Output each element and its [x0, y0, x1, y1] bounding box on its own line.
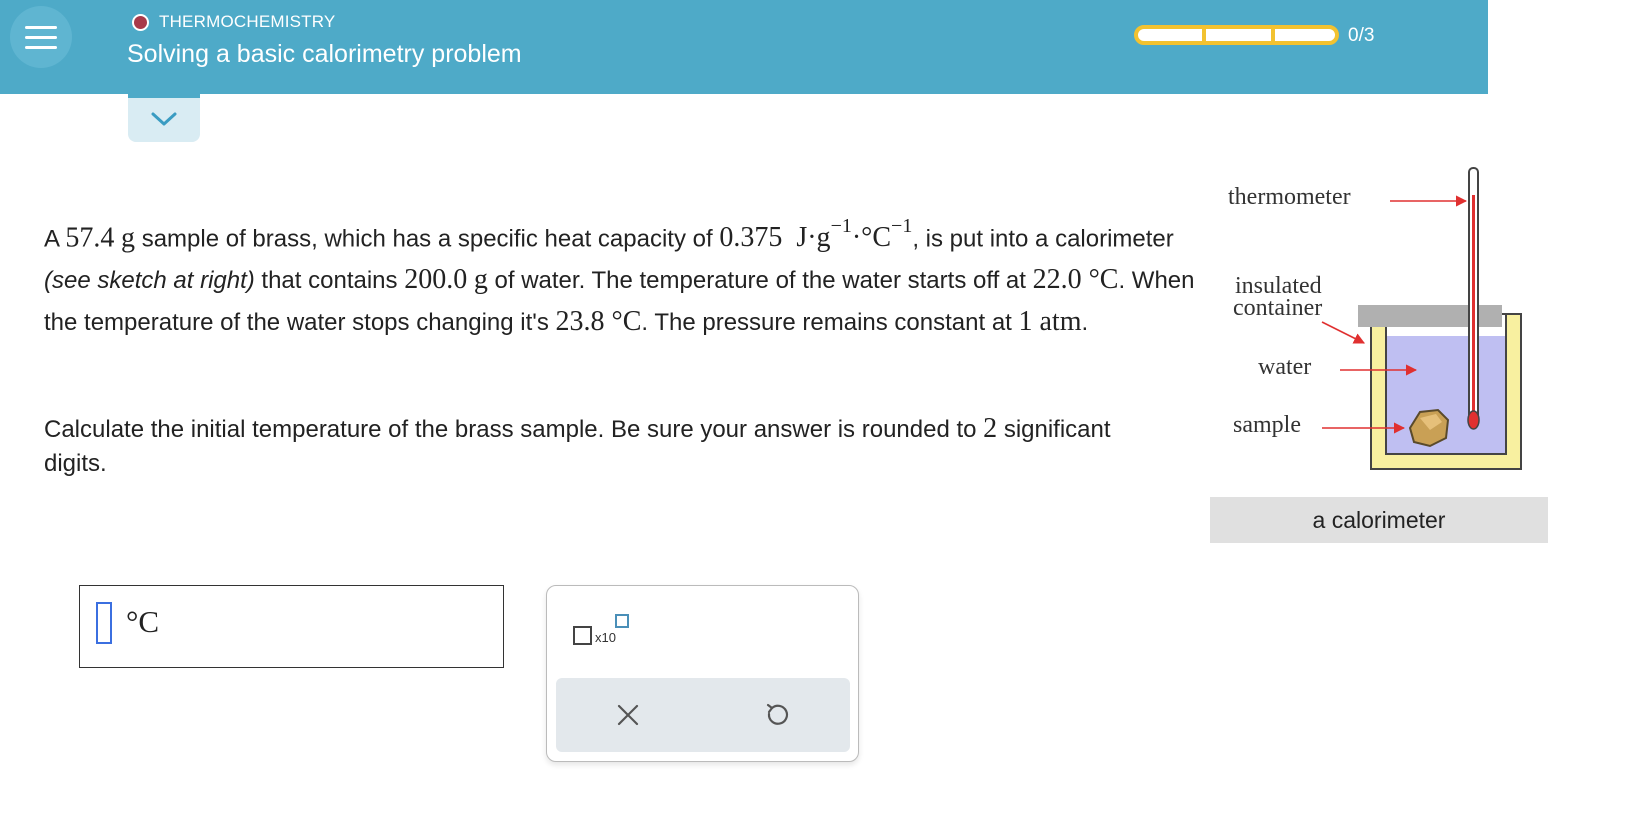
topic-row — [132, 12, 335, 32]
container-arrow — [1322, 322, 1364, 343]
container-outer — [1371, 314, 1521, 469]
clear-button[interactable] — [616, 703, 640, 732]
brass-sample-icon — [1410, 410, 1448, 446]
question-text: Calculate the initial temperature of the brass sample. Be sure your answer is rounded to — [44, 416, 984, 443]
thermometer-tube — [1469, 168, 1478, 420]
container-lid — [1358, 305, 1502, 327]
undo-icon — [763, 701, 791, 729]
figure-caption-bar — [1210, 497, 1548, 543]
x-icon — [616, 703, 640, 727]
final-water-temp: 23.8 °C — [555, 306, 642, 338]
progress-divider — [1202, 29, 1206, 41]
progress-divider — [1271, 29, 1275, 41]
thermometer-label: thermometer — [1228, 184, 1351, 210]
question-prompt — [44, 412, 1164, 481]
unit-g: g — [121, 222, 136, 254]
problem-text: that contains — [254, 267, 405, 295]
sig-digits: 2 — [983, 413, 998, 444]
sketch-note: (see sketch at right) — [44, 267, 255, 295]
problem-text: . The pressure remains constant at — [641, 309, 1019, 337]
topic-label: THERMOCHEMISTRY — [159, 12, 336, 31]
problem-text: sample of brass, which has a specific heat capacity of — [135, 225, 720, 253]
initial-water-temp: 22.0 °C — [1032, 264, 1119, 296]
problem-text: . — [1081, 309, 1089, 337]
brass-mass: 57.4 — [65, 222, 115, 254]
undo-button[interactable] — [763, 701, 791, 734]
problem-text: . When the temperature of the water stops changing it's — [44, 267, 1195, 337]
page-title: Solving a basic calorimetry problem — [127, 40, 522, 68]
container-label-line1: insulated — [1235, 273, 1322, 299]
figure-caption: a calorimeter — [1312, 507, 1446, 533]
scientific-notation-button[interactable] — [571, 610, 641, 655]
header-bar — [0, 0, 1488, 94]
menu-icon[interactable] — [10, 6, 72, 68]
base-box-icon — [573, 626, 592, 645]
container-label-line2: container — [1233, 295, 1323, 321]
thermometer-bulb — [1468, 411, 1479, 429]
brass-sample-highlight — [1420, 414, 1442, 430]
collapse-header-button[interactable] — [128, 94, 200, 142]
problem-text: , is put into a calorimeter — [912, 225, 1174, 253]
water-label: water — [1258, 354, 1312, 380]
progress-count: 0/3 — [1348, 25, 1375, 46]
x10-label: x10 — [595, 630, 616, 645]
thermometer-mercury — [1472, 195, 1475, 420]
answer-box — [79, 585, 504, 668]
question-text: significant digits. — [44, 416, 1111, 477]
problem-statement — [44, 210, 1204, 343]
chevron-down-icon — [150, 110, 178, 128]
problem-text: A — [44, 225, 66, 253]
exponent-box-icon — [615, 614, 629, 628]
tool-action-bar — [556, 678, 850, 752]
heat-capacity-value: 0.375 $J\cdot g^{-1}\cdot^\circ C^{-1}$ — [719, 215, 913, 254]
pressure-value: 1 atm — [1018, 306, 1082, 338]
answer-unit: °C — [126, 604, 160, 639]
water-fill — [1387, 336, 1505, 453]
problem-text: of water. The temperature of the water starts off at — [487, 267, 1033, 295]
container-inner — [1386, 314, 1506, 454]
topic-status-dot — [132, 14, 149, 31]
unit-g: g — [473, 264, 488, 296]
water-mass: 200.0 — [404, 264, 468, 296]
progress-bar — [1134, 25, 1339, 45]
math-tool-panel — [546, 585, 859, 762]
answer-input[interactable] — [96, 602, 112, 644]
sample-label: sample — [1233, 412, 1301, 438]
